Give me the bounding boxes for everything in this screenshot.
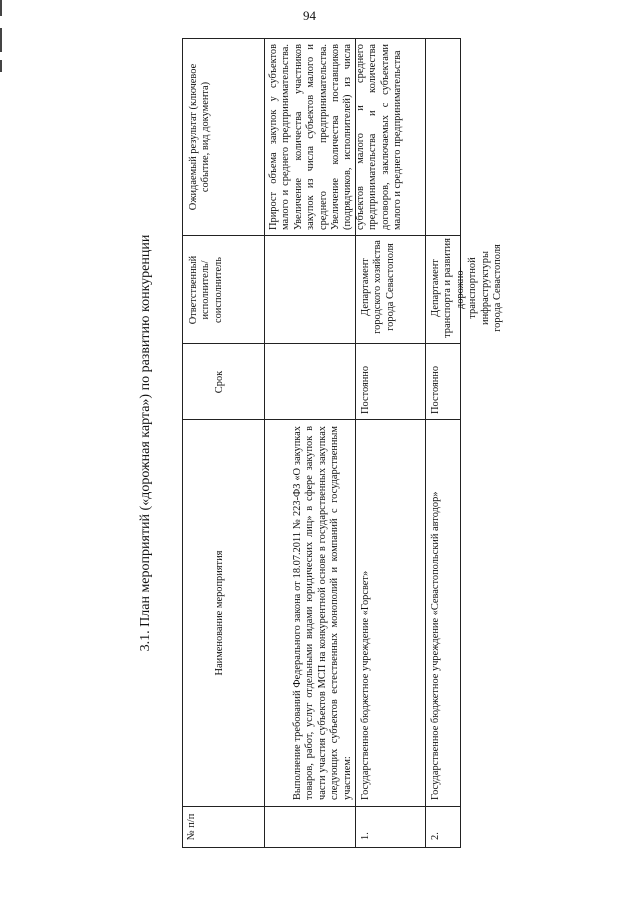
roadmap-table (182, 38, 504, 848)
header-row-border (264, 38, 265, 848)
header-term: Срок (214, 370, 225, 394)
row-1-name: Государственное бюджетное учреждение «Горсвет» (360, 570, 371, 800)
column-border (182, 419, 461, 420)
row-border (425, 38, 426, 848)
row-1-num: 1. (360, 832, 371, 840)
row-2-responsible: Департамент транспорта и развития дорожно-транспортной инфраструктуры города Севастополя (430, 238, 504, 338)
header-name: Наименование мероприятия (214, 550, 225, 676)
header-result: Ожидаемый результат (ключевое событие, вид документа) (188, 63, 212, 211)
rotated-page-content (138, 38, 504, 848)
section-heading: 3.1. План мероприятий («дорожная карта») по развитию конкуренции (138, 234, 153, 652)
table-border (182, 38, 461, 39)
row-2-name: Государственное бюджетное учреждение «Севастопольский автодор» (430, 491, 441, 800)
row-1-term: Постоянно (360, 365, 371, 414)
row-2-term: Постоянно (430, 365, 441, 414)
table-border (460, 38, 461, 848)
scan-edge-mark (0, 60, 2, 72)
page-number: 94 (303, 8, 316, 23)
column-border (182, 343, 461, 344)
intro-row-name: Выполнение требований Федерального закона от 18.07.2011 № 223-ФЗ «О закупках товаров, работ, услуг отдельными видами юридических лиц» в сфере закупок в части участия субъектов МСП на конкурентной основе в государственных закупках следующих субъектов естественных монополий и компаний с государственным участием: (292, 426, 353, 800)
scan-edge-mark (0, 28, 2, 52)
column-border (182, 806, 461, 807)
header-responsible: Ответственный исполнитель/ соисполнитель (188, 255, 224, 325)
header-num: № п/п (186, 813, 197, 841)
table-border (182, 847, 461, 848)
intro-row-result: Прирост объема закупок у субъектов малого и среднего предпринимательства. Увеличение количества участников закупок из числа субъектов малого и среднего предпринимательства. Увеличение количества поставщиков (подрядчиков, исполнителей) из числа субъектов малого и среднего предпринимательства и количества договоров, заключаемых с субъектами малого и среднего предпринимательства (268, 44, 404, 230)
table-border (182, 38, 183, 848)
column-border (182, 235, 461, 236)
row-2-num: 2. (430, 832, 441, 840)
row-1-responsible: Департамент городского хозяйства города Севастополя (360, 240, 396, 334)
scan-edge-mark (0, 0, 2, 16)
